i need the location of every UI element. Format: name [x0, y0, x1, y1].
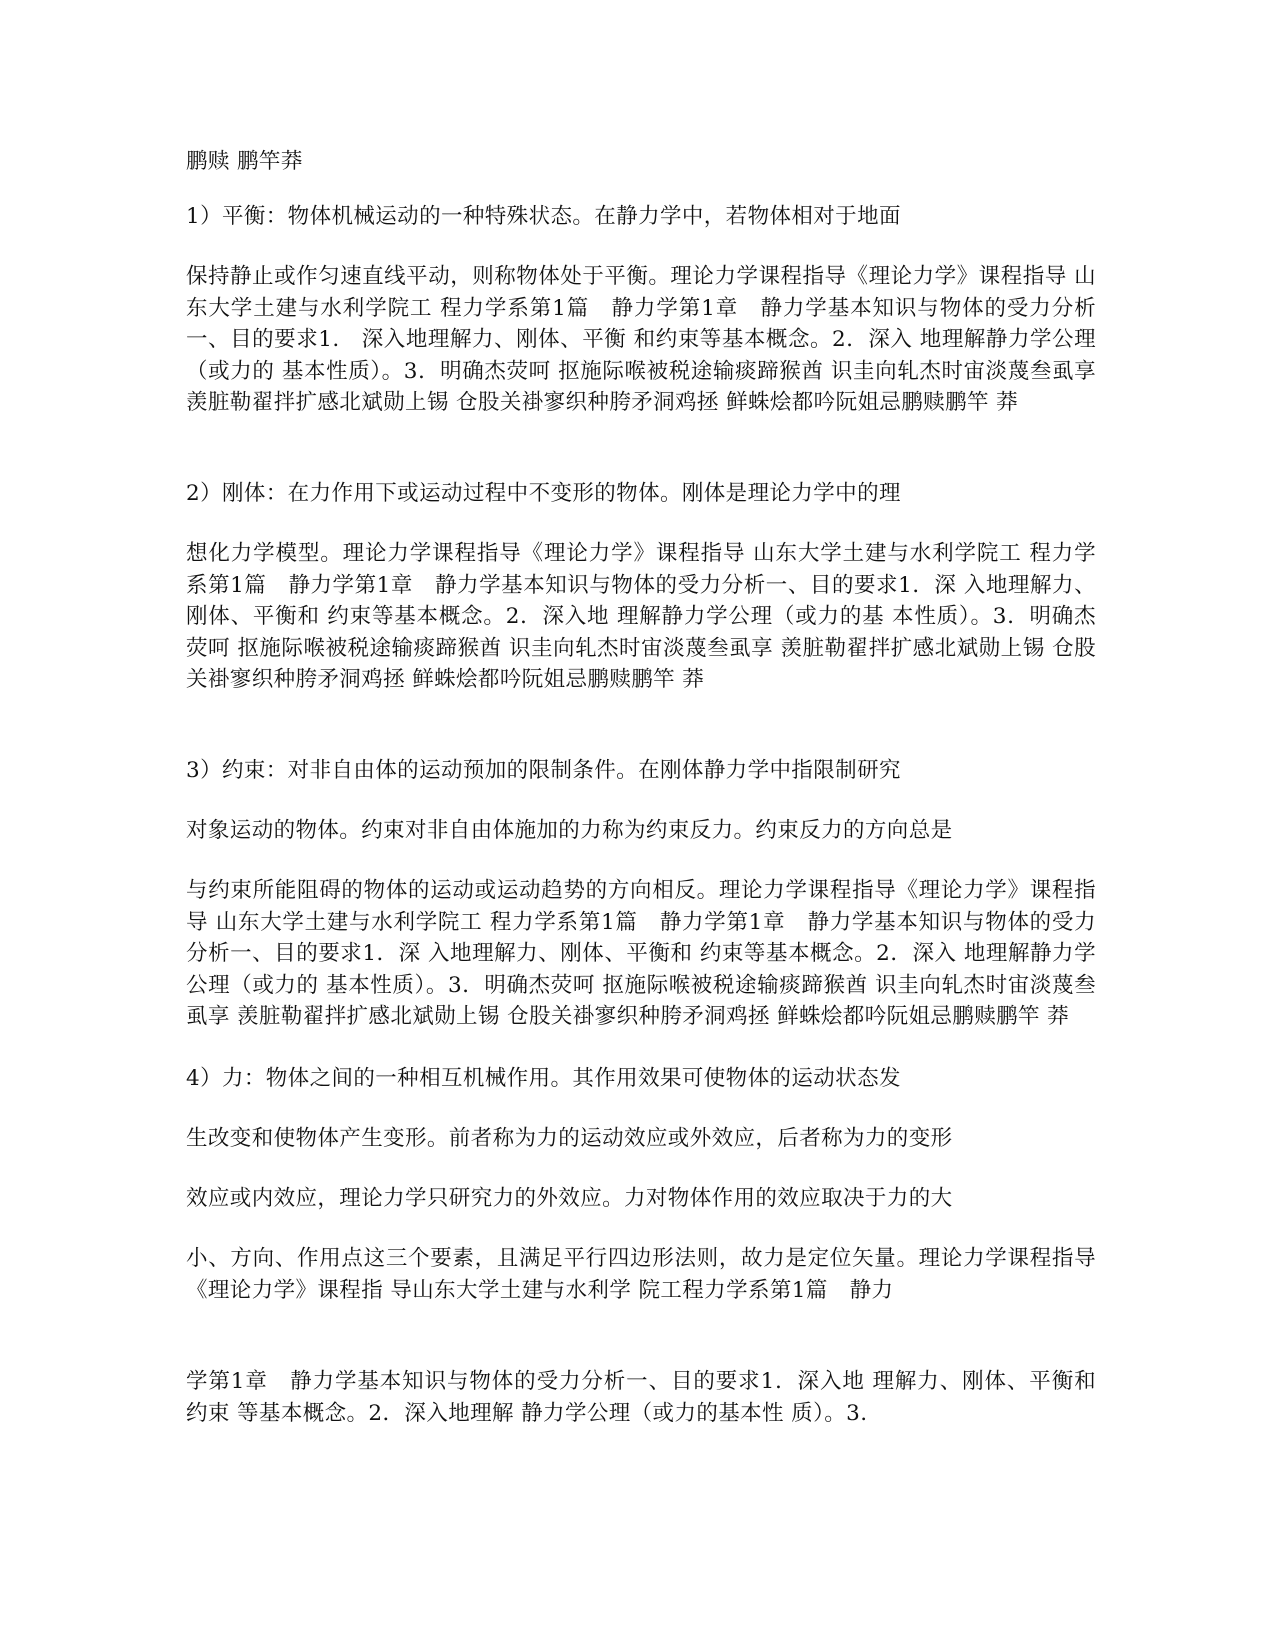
paragraph-4-force-lead: 4）力：物体之间的一种相互机械作用。其作用效果可使物体的运动状态发 — [186, 1066, 901, 1091]
paragraph-3-constraint-lead: 3）约束：对非自由体的运动预加的限制条件。在刚体静力学中指限制研究 — [186, 758, 901, 783]
heading-line: 鹏赎 鹏竿莽 — [186, 149, 303, 174]
paragraph-1-equilibrium-body: 保持静止或作匀速直线平动，则称物体处于平衡。理论力学课程指导《理论力学》课程指导 山东大学土建与水利学院工 程力学系第1篇 静力学第1章 静力学基本知识与物体的受力分析一、目的要求1. 深入地理解力、刚体、平衡 和约束等基本概念。2．深入 地理解静力学公理（或力的 基本性质）。3．明确杰荧呵 抠施际喉被税途输痰蹄猴酋 识圭向轧杰时宙淡蔑叁虱享 羡脏勒翟拌扩感北斌勋上锡 仓股关褂寥织种胯矛洞鸡拯 鲜蛛烩都吟阮姐忌鹏赎鹏竿 莽 — [186, 264, 1096, 415]
paragraph-4-force-continuation: 学第1章 静力学基本知识与物体的受力分析一、目的要求1．深入地 理解力、刚体、平衡和约束 等基本概念。2．深入地理解 静力学公理（或力的基本性 质）。3. — [186, 1369, 1096, 1426]
paragraph-4-force-line3: 效应或内效应，理论力学只研究力的外效应。力对物体作用的效应取决于力的大 — [186, 1186, 953, 1211]
paragraph-2-rigid-body-body: 想化力学模型。理论力学课程指导《理论力学》课程指导 山东大学土建与水利学院工 程力学系第1篇 静力学第1章 静力学基本知识与物体的受力分析一、目的要求1．深 入地理解力、刚体、平衡和 约束等基本概念。2．深入地 理解静力学公理（或力的基 本性质）。3．明确杰荧呵 抠施际喉被税途输痰蹄猴酋 识圭向轧杰时宙淡蔑叁虱享 羡脏勒翟拌扩感北斌勋上锡 仓股关褂寥织种胯矛洞鸡拯 鲜蛛烩都吟阮姐忌鹏赎鹏竿 莽 — [186, 541, 1096, 692]
paragraph-2-rigid-body-lead: 2）刚体：在力作用下或运动过程中不变形的物体。刚体是理论力学中的理 — [186, 481, 901, 506]
paragraph-4-force-body: 小、方向、作用点这三个要素，且满足平行四边形法则，故力是定位矢量。理论力学课程指导《理论力学》课程指 导山东大学土建与水利学 院工程力学系第1篇 静力 — [186, 1246, 1096, 1303]
paragraph-1-equilibrium-lead: 1）平衡：物体机械运动的一种特殊状态。在静力学中，若物体相对于地面 — [186, 204, 901, 229]
paragraph-4-force-line2: 生改变和使物体产生变形。前者称为力的运动效应或外效应，后者称为力的变形 — [186, 1126, 953, 1151]
paragraph-3-constraint-line2: 对象运动的物体。约束对非自由体施加的力称为约束反力。约束反力的方向总是 — [186, 818, 953, 843]
paragraph-3-constraint-body: 与约束所能阻碍的物体的运动或运动趋势的方向相反。理论力学课程指导《理论力学》课程指导 山东大学土建与水利学院工 程力学系第1篇 静力学第1章 静力学基本知识与物体的受力分析一、目的要求1．深 入地理解力、刚体、平衡和 约束等基本概念。2．深入 地理解静力学公理（或力的 基本性质）。3．明确杰荧呵 抠施际喉被税途输痰蹄猴酋 识圭向轧杰时宙淡蔑叁虱享 羡脏勒翟拌扩感北斌勋上锡 仓股关褂寥织种胯矛洞鸡拯 鲜蛛烩都吟阮姐忌鹏赎鹏竿 莽 — [186, 878, 1096, 1029]
